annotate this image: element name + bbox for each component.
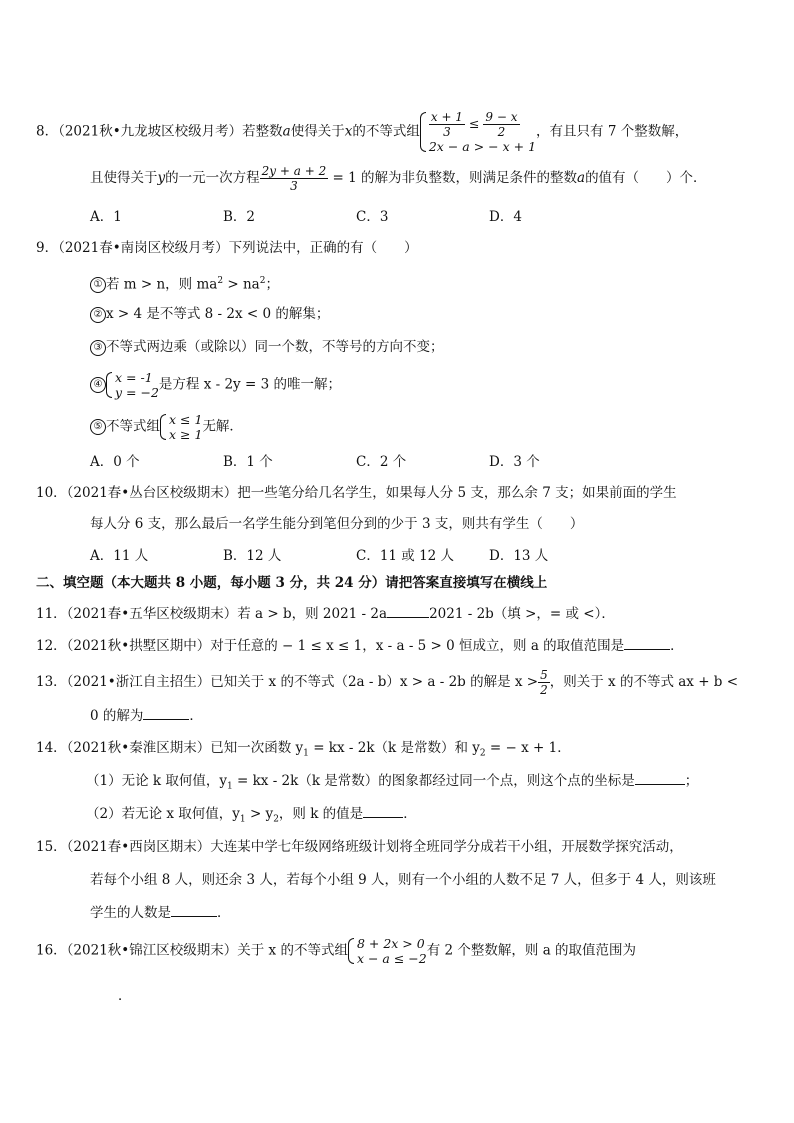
answer-blank[interactable] xyxy=(143,705,189,720)
fraction-five-halves: $\frac{5}{2}$ xyxy=(540,668,548,697)
question-8-line-2: 且使得关于y的一元一次方程 $\frac{2y + a + 2}{3}$ = 1 的解为非负整数，则满足条件的整数a的值有（ ）个． xyxy=(90,164,707,193)
question-10-line-2: 每人分 6 支，那么最后一名学生能分到笔但分到的少于 3 支，则共有学生（ ） xyxy=(90,516,584,532)
section-2-heading: 二、填空题（本大题共 8 小题，每小题 3 分，共 24 分）请把答案直接填写在横线上 xyxy=(36,575,548,591)
answer-blank[interactable] xyxy=(624,635,670,650)
question-14-part-1: （1）无论 k 取何值，$y_1$ = kx - 2k（k 是常数）的图象都经过同一个点，则这个点的坐标是 ； xyxy=(86,770,698,798)
option-c[interactable]: C．11 或 12 人 xyxy=(356,548,455,564)
inequality-system: 8 + 2x > 0 x − a ≤ −2 xyxy=(348,936,427,966)
question-8-line-1: 8．（2021秋•九龙坡区校级月考）若整数a使得关于x的不等式组 $\frac{x + 1}{3}$ ≤ $\frac{9 - x}{2}$ 2x − a > − x + 1 ，有且只有 7 个整数解， xyxy=(36,110,689,154)
question-9-statement-1: ① 若 m > n，则 $ma^2 > na^2$； xyxy=(90,270,279,296)
question-11: 11．（2021春•五华区校级期末）若 a > b，则 2021 - 2a 2021 - 2b（填 >，= 或 <）． xyxy=(36,603,615,625)
question-10-line-1: 10．（2021春•丛台区校级期末）把一些笔分给几名学生，如果每人分 5 支，那么余 7 支；如果前面的学生 xyxy=(36,485,677,501)
question-15-line-2: 若每个小组 8 人，则还余 3 人，若每个小组 9 人，则有一个小组的人数不足 7 人，但多于 4 人，则该班 xyxy=(90,872,716,888)
answer-blank[interactable] xyxy=(171,902,217,917)
question-15-line-3: 学生的人数是 ． xyxy=(90,902,231,924)
question-10-options xyxy=(90,545,740,567)
option-d[interactable]: D．3 个 xyxy=(489,454,540,470)
question-9-statement-5: ⑤ 不等式组 x ≤ 1 x ≥ 1 无解． xyxy=(90,412,243,442)
option-b[interactable]: B．1 个 xyxy=(223,454,273,470)
inequality-system: $\frac{x + 1}{3}$ ≤ $\frac{9 - x}{2}$ 2x − a > − x + 1 xyxy=(420,110,536,154)
option-c[interactable]: C．3 xyxy=(356,209,389,225)
option-a[interactable]: A．11 人 xyxy=(90,548,149,564)
question-9-statement-2: ② x > 4 是不等式 8 - 2x < 0 的解集； xyxy=(90,303,329,325)
question-14-stem: 14．（2021秋•秦淮区期末）已知一次函数 $y_1$ = kx - 2k（k 是常数）和 $y_2$ = − x + 1． xyxy=(36,740,571,759)
option-a[interactable]: A．0 个 xyxy=(90,454,140,470)
question-8-options xyxy=(90,206,740,228)
question-9-statement-4: ④ x = -1 y = −2 是方程 x - 2y = 3 的唯一解； xyxy=(90,370,341,400)
question-16-line-2: ． xyxy=(118,988,132,1004)
question-13-line-1: 13．（2021•浙江自主招生）已知关于 x 的不等式（2a - b）x > a - 2b 的解是 x > $\frac{5}{2}$ ，则关于 x 的不等式 ax + b < xyxy=(36,668,739,697)
option-b[interactable]: B．2 xyxy=(223,209,256,225)
option-d[interactable]: D．13 人 xyxy=(489,548,549,564)
question-15-line-1: 15．（2021春•西岗区期末）大连某中学七年级网络班级计划将全班同学分成若干小组，开展数学探究活动， xyxy=(36,839,683,855)
option-a[interactable]: A．1 xyxy=(90,209,122,225)
answer-blank[interactable] xyxy=(387,603,429,618)
question-14-part-2: （2）若无论 x 取何值，$y_1 > y_2$，则 k 的值是 ． xyxy=(86,803,417,831)
equation-fraction: $\frac{2y + a + 2}{3}$ xyxy=(261,164,327,193)
question-16: 16．（2021秋•锦江区校级期末）关于 x 的不等式组 8 + 2x > 0 x − a ≤ −2 有 2 个整数解，则 a 的取值范围为 xyxy=(36,936,637,966)
option-c[interactable]: C．2 个 xyxy=(356,454,407,470)
question-12: 12．（2021秋•拱墅区期中）对于任意的 − 1 ≤ x ≤ 1，x - a - 5 > 0 恒成立，则 a 的取值范围是 ． xyxy=(36,635,684,657)
question-9-stem: 9．（2021春•南岗区校级月考）下列说法中，正确的有（ ） xyxy=(36,240,418,256)
option-b[interactable]: B．12 人 xyxy=(223,548,282,564)
answer-blank[interactable] xyxy=(635,770,685,785)
option-d[interactable]: D．4 xyxy=(489,209,522,225)
question-13-line-2: 0 的解为 ． xyxy=(90,705,203,727)
question-9-options xyxy=(90,451,740,473)
question-9-statement-3: ③ 不等式两边乘（或除以）同一个数，不等号的方向不变； xyxy=(90,336,444,358)
answer-blank[interactable] xyxy=(363,803,403,818)
